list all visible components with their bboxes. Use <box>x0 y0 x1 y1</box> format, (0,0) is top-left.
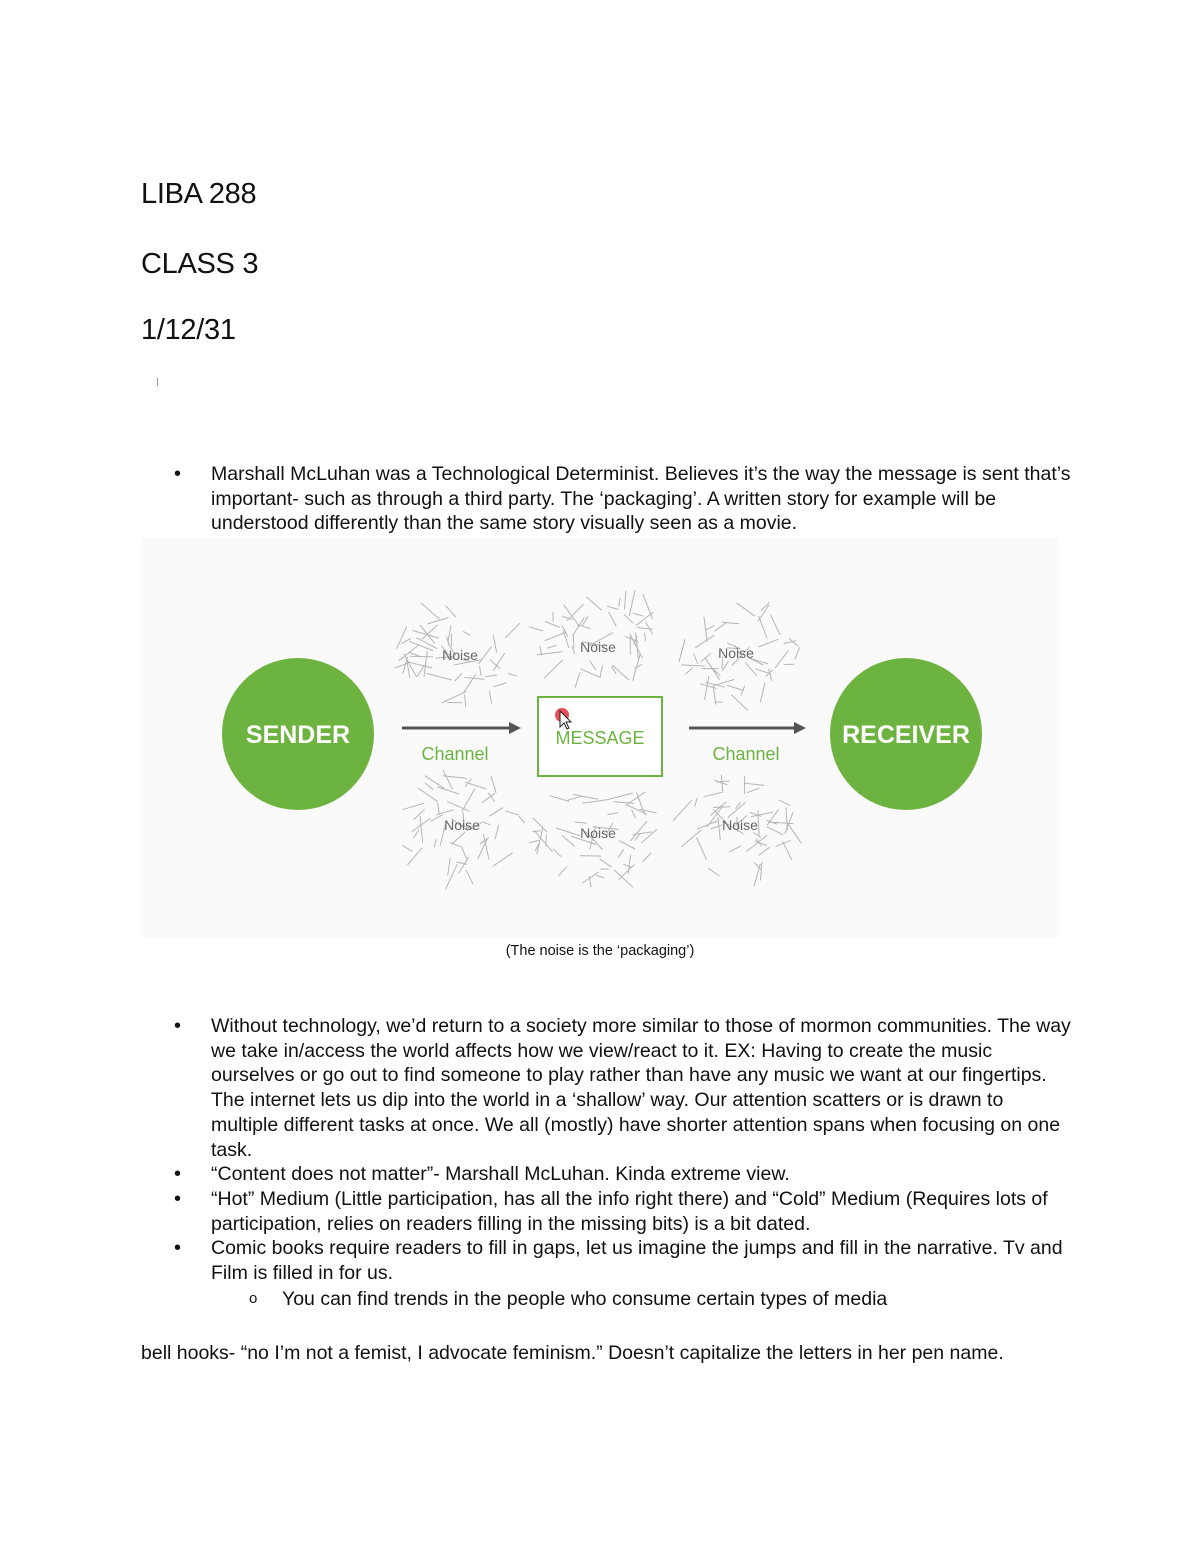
noise-stroke <box>608 813 619 815</box>
course-title: LIBA 288 <box>141 178 257 210</box>
sub-bullet-text: You can find trends in the people who consume certain types of media <box>282 1288 888 1310</box>
message-label: MESSAGE <box>555 728 645 748</box>
noise-stroke <box>417 665 424 677</box>
noise-stroke <box>782 841 791 860</box>
noise-stroke <box>619 841 635 849</box>
noise-stroke <box>494 683 507 687</box>
noise-stroke <box>718 817 720 840</box>
noise-stroke <box>495 825 499 839</box>
noise-stroke <box>633 613 644 616</box>
noise-stroke <box>728 802 746 817</box>
noise-stroke <box>402 845 412 851</box>
noise-stroke <box>694 654 698 664</box>
noise-stroke <box>466 870 473 885</box>
noise-stroke <box>573 634 574 648</box>
noise-stroke <box>452 832 465 844</box>
noise-stroke <box>746 835 767 852</box>
noise-stroke <box>681 830 701 847</box>
noise-stroke <box>629 590 635 616</box>
noise-stroke <box>645 633 646 641</box>
noise-stroke <box>623 864 632 867</box>
noise-stroke <box>426 673 452 680</box>
noise-stroke <box>575 822 587 823</box>
noise-stroke <box>619 598 620 607</box>
noise-stroke <box>431 815 443 822</box>
noise-stroke <box>448 858 451 876</box>
noise-stroke <box>420 816 423 843</box>
sender-label: SENDER <box>245 721 351 749</box>
noise-stroke <box>630 821 647 841</box>
noise-stroke <box>759 639 779 647</box>
noise-stroke <box>759 847 770 855</box>
noise-stroke <box>568 796 583 800</box>
diagram-svg <box>141 537 1059 937</box>
sub-bullet-marker: o <box>249 1290 258 1307</box>
noise-stroke <box>553 849 561 857</box>
noise-stroke <box>505 811 519 815</box>
noise-stroke <box>632 810 636 819</box>
noise-stroke <box>679 639 685 662</box>
noise-stroke <box>767 827 784 835</box>
noise-stroke <box>447 636 450 646</box>
noise-stroke <box>529 840 539 843</box>
noise-stroke <box>545 622 560 628</box>
noise-stroke <box>776 840 791 846</box>
noise-stroke <box>493 853 513 867</box>
noise-stroke <box>414 810 425 820</box>
noise-stroke <box>464 678 484 680</box>
noise-stroke <box>758 605 769 622</box>
noise-stroke <box>747 788 759 793</box>
noise-stroke <box>619 864 635 879</box>
noise-stroke <box>446 606 456 617</box>
noise-stroke <box>753 833 761 838</box>
receiver-label: RECEIVER <box>842 721 970 749</box>
noise-stroke <box>447 801 469 811</box>
noise-stroke <box>489 691 491 703</box>
noise-stroke <box>637 628 653 630</box>
noise-stroke <box>775 650 788 668</box>
noise-stroke <box>582 800 607 804</box>
noise-stroke <box>547 645 557 648</box>
noise-stroke <box>737 603 755 616</box>
noise-stroke <box>609 612 617 627</box>
noise-stroke <box>414 830 419 838</box>
noise-stroke <box>408 848 422 865</box>
noise-stroke <box>590 660 596 670</box>
noise-stroke <box>438 803 440 814</box>
class-number: CLASS 3 <box>141 248 259 280</box>
noise-stroke <box>741 686 745 696</box>
noise-stroke <box>681 665 705 666</box>
noise-stroke <box>556 828 580 836</box>
noise-label: Noise <box>722 817 758 833</box>
noise-stroke <box>636 612 654 626</box>
noise-stroke <box>533 818 547 832</box>
noise-stroke <box>600 859 612 867</box>
noise-stroke <box>614 870 633 888</box>
noise-stroke <box>754 864 761 886</box>
noise-stroke <box>489 808 503 817</box>
noise-stroke <box>546 835 547 847</box>
noise-stroke <box>760 683 765 702</box>
noise-stroke <box>628 855 630 874</box>
noise-stroke <box>573 794 598 799</box>
noise-stroke <box>519 816 525 823</box>
noise-stroke <box>582 616 588 626</box>
noise-stroke <box>437 787 459 794</box>
noise-stroke <box>641 829 657 843</box>
noise-stroke <box>729 846 741 852</box>
noise-stroke <box>544 660 563 679</box>
noise-stroke <box>606 793 632 800</box>
noise-stroke <box>443 770 452 789</box>
noise-stroke <box>455 673 462 681</box>
noise-stroke <box>586 597 601 611</box>
noise-stroke <box>633 654 640 680</box>
noise-stroke <box>744 783 765 785</box>
class-date: 1/12/31 <box>141 314 236 346</box>
noise-stroke <box>596 875 604 878</box>
noise-stroke <box>401 639 411 644</box>
stray-mark <box>157 378 158 386</box>
noise-label: Noise <box>580 639 616 655</box>
noise-stroke <box>580 856 602 857</box>
noise-stroke <box>727 685 744 690</box>
noise-stroke <box>607 606 619 609</box>
noise-stroke <box>686 668 693 675</box>
noise-stroke <box>612 665 629 680</box>
list-item: • Comic books require readers to fill in gaps, let us imagine the jumps and fill in the narrative. Tv and Film is filled in for us. <box>211 1236 1071 1285</box>
noise-stroke <box>442 691 467 703</box>
noise-stroke <box>461 847 466 859</box>
noise-stroke <box>731 695 747 710</box>
noise-stroke <box>770 615 780 636</box>
noise-stroke <box>482 793 495 803</box>
noise-stroke <box>632 832 651 835</box>
noise-stroke <box>736 802 741 809</box>
noise-stroke <box>485 675 497 677</box>
noise-stroke <box>465 694 466 707</box>
noise-stroke <box>708 868 719 876</box>
noise-stroke <box>425 776 444 789</box>
noise-stroke <box>480 666 482 676</box>
noise-stroke <box>643 853 652 862</box>
noise-stroke <box>545 633 566 641</box>
noise-stroke <box>446 864 458 889</box>
noise-stroke <box>421 603 440 619</box>
noise-stroke <box>634 664 642 668</box>
noise-stroke <box>600 666 603 678</box>
closing-paragraph: bell hooks- “no I’m not a femist, I advocate feminism.” Doesn’t capitalize the letters in her pen name. <box>141 1342 1004 1364</box>
noise-stroke <box>549 796 569 802</box>
noise-label: Noise <box>718 645 754 661</box>
noise-stroke <box>428 618 449 624</box>
bullet-list-2 <box>211 1014 1071 1286</box>
noise-stroke <box>459 857 469 873</box>
noise-stroke <box>434 839 436 847</box>
noise-stroke <box>695 635 714 648</box>
noise-stroke <box>706 625 715 630</box>
noise-stroke <box>721 775 722 793</box>
noise-stroke <box>722 661 728 671</box>
noise-stroke <box>715 623 727 632</box>
noise-stroke <box>758 810 759 836</box>
noise-stroke <box>558 867 567 877</box>
arrow-head-left-icon <box>509 722 521 734</box>
noise-stroke <box>505 623 520 638</box>
noise-stroke <box>760 862 762 880</box>
noise-stroke <box>450 843 461 847</box>
communication-model-diagram <box>141 537 1059 937</box>
noise-stroke <box>491 776 496 793</box>
noise-stroke <box>508 674 517 677</box>
noise-stroke <box>759 616 768 638</box>
noise-stroke <box>564 605 580 627</box>
noise-stroke <box>575 672 580 687</box>
noise-stroke <box>402 803 424 810</box>
bullet-list-1 <box>211 462 1071 536</box>
noise-stroke <box>424 651 427 677</box>
noise-stroke <box>529 627 543 631</box>
channel-label-right: Channel <box>712 744 780 764</box>
noise-stroke <box>779 800 791 806</box>
noise-stroke <box>624 591 626 610</box>
noise-stroke <box>478 646 491 664</box>
noise-stroke <box>710 802 726 816</box>
noise-stroke <box>745 662 757 676</box>
list-item: • Without technology, we’d return to a society more similar to those of mormon communities. The way we take in/access the world affects how we view/react to it. EX: Having to create the music ourselves or go out to find someone to play rather than have any music we want at our fingertips. The internet lets us dip into the world in a ‘shallow’ way. Our attention scatters or is drawn to multiple different tasks at once. We all (mostly) have shorter attention spans when focusing on one task. <box>211 1014 1071 1162</box>
channel-label-left: Channel <box>421 744 489 764</box>
list-item: • “Hot” Medium (Little participation, has all the info right there) and “Cold” Medium (Requires lots of participation, relies on readers filling in the missing bits) is a bit dated. <box>211 1187 1071 1236</box>
arrow-head-right-icon <box>794 722 806 734</box>
noise-stroke <box>483 822 491 825</box>
noise-stroke <box>697 838 707 860</box>
noise-stroke <box>618 849 624 858</box>
noise-stroke <box>673 800 692 820</box>
noise-stroke <box>399 645 420 661</box>
noise-label: Noise <box>442 647 478 663</box>
noise-stroke <box>643 594 653 619</box>
noise-stroke <box>626 805 647 815</box>
noise-label: Noise <box>444 817 480 833</box>
noise-stroke <box>532 831 540 832</box>
figure-caption: (The noise is the ‘packaging’) <box>505 943 695 959</box>
noise-stroke <box>425 783 434 790</box>
noise-stroke <box>419 788 439 802</box>
list-item: • Marshall McLuhan was a Technological Determinist. Believes it’s the way the message is sent that’s important- such as through a third party. The ‘packaging’. A written story for example will be understood differently than the same story visually seen as a movie. <box>211 462 1071 536</box>
noise-stroke <box>581 669 601 678</box>
noise-label: Noise <box>580 825 616 841</box>
noise-stroke <box>703 792 721 796</box>
noise-stroke <box>410 656 433 657</box>
list-item: • “Content does not matter”- Marshall McLuhan. Kinda extreme view. <box>211 1162 1071 1187</box>
noise-stroke <box>448 625 451 642</box>
noise-stroke <box>701 654 711 662</box>
noise-stroke <box>624 614 633 623</box>
noise-stroke <box>695 798 698 807</box>
noise-stroke <box>795 647 800 659</box>
noise-stroke <box>397 626 407 648</box>
noise-stroke <box>463 631 470 635</box>
noise-stroke <box>493 635 497 653</box>
noise-stroke <box>705 676 709 700</box>
noise-stroke <box>710 825 722 829</box>
